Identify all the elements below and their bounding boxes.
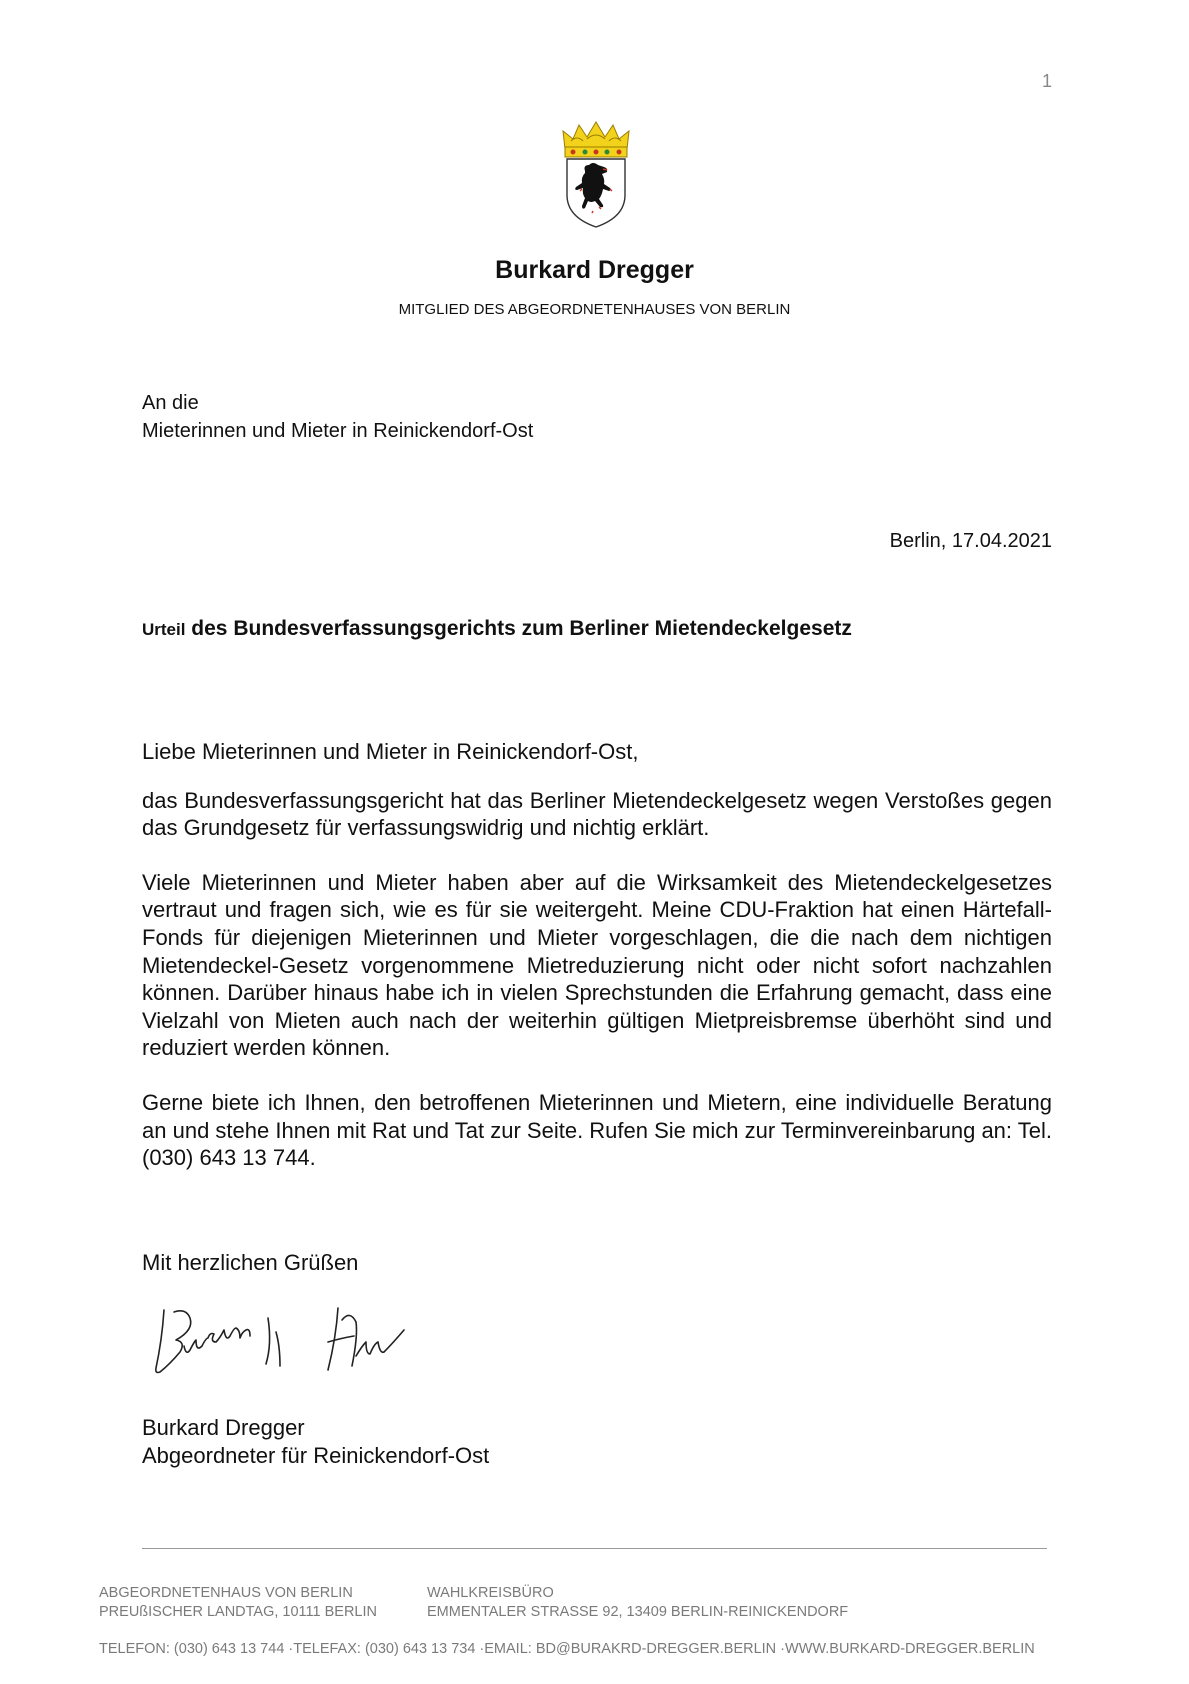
footer-divider [142,1548,1047,1549]
signer-role: Abgeordneter für Reinickendorf-Ost [142,1443,490,1468]
letter-body [142,738,1052,1199]
footer-address-parliament [99,1584,377,1622]
salutation: Liebe Mieterinnen und Mieter in Reinickendorf-Ost, [142,739,639,764]
recipient-line-2: Mieterinnen und Mieter in Reinickendorf-Ost [142,420,534,442]
footer-address-office [427,1584,848,1622]
subject-lead: Urteil [142,620,186,639]
page-number: 1 [1041,71,1052,91]
signer-block [142,1414,489,1470]
body-paragraph: das Bundesverfassungsgericht hat das Berliner Mietendeckelgesetz wegen Verstoßes gegen das Grundgesetz für verfassungswidrig und nichtig erklärt. [142,787,1052,841]
body-paragraph: Gerne biete ich Ihnen, den betroffenen Mieterinnen und Mietern, eine individuelle Beratung an und stehe Ihnen mit Rat und Tat zur Seite. Rufen Sie mich zur Terminvereinbarung an: Tel. (030) 643 13 744. [142,1089,1052,1171]
footer-contact-line: TELEFON: (030) 643 13 744 ·TELEFAX: (030) 643 13 734 ·EMAIL: BD@BURAKRD-DREGGER.BERLIN ·WWW.BURKARD-DREGGER.BERLIN [99,1641,1035,1657]
footer-right-line-1: WAHLKREISBÜRO [427,1585,554,1601]
footer-left-line-2: PREUßISCHER LANDTAG, 10111 BERLIN [99,1604,377,1620]
body-paragraph: Viele Mieterinnen und Mieter haben aber auf die Wirksamkeit des Mietendeckelgesetzes vertraut und fragen sich, wie es für sie weitergeht. Meine CDU-Fraktion hat einen Härtefall-Fonds für diejenigen Mieterinnen und Mieter vorgeschlagen, die die nach dem nichtigen Mietendeckel-Gesetz vorgenommene Mietreduzierung nicht oder nicht sofort nachzahlen können. Darüber hinaus habe ich in vielen Sprechstunden die Erfahrung gemacht, dass eine Vielzahl von Mieten auch nach der weiterhin gültigen Mietpreisbremse überhöht sind und reduziert werden können. [142,869,1052,1061]
closing: Mit herzlichen Grüßen [142,1250,359,1275]
crown-icon [563,122,629,157]
letterhead-name: Burkard Dregger [495,256,694,284]
recipient-address [142,389,533,445]
footer-right-line-2: EMMENTALER STRASSE 92, 13409 BERLIN-REINICKENDORF [427,1604,849,1620]
place-date: Berlin, 17.04.2021 [889,530,1052,552]
letterhead-title: MITGLIED DES ABGEORDNETENHAUSES VON BERLIN [398,301,791,318]
footer-left-line-1: ABGEORDNETENHAUS VON BERLIN [99,1585,353,1601]
subject-text: des Bundesverfassungsgerichts zum Berliner Mietendeckelgesetz [185,617,852,640]
signer-name: Burkard Dregger [142,1415,305,1440]
subject-line [142,617,852,641]
handwritten-signature [152,1290,452,1400]
recipient-line-1: An die [142,392,199,414]
berlin-coat-of-arms-icon [559,119,633,229]
